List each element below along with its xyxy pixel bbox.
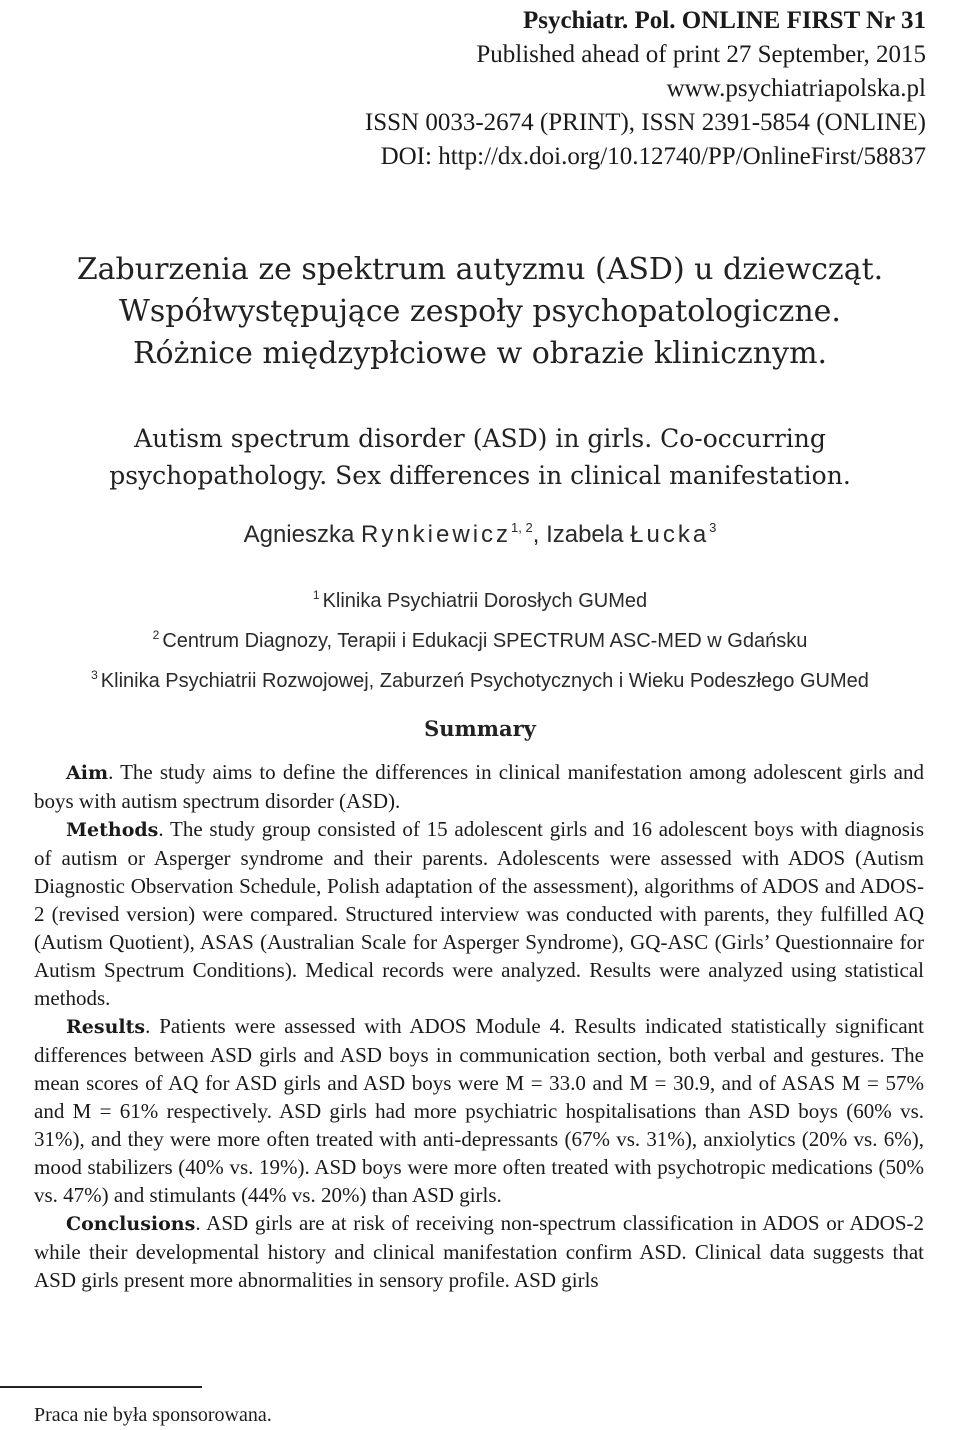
- abstract-conclusions: [34, 1209, 924, 1294]
- affiliation-text: Klinika Psychiatrii Dorosłych GUMed: [322, 590, 648, 612]
- title-english-line: psychopathology. Sex differences in clinical manifestation.: [109, 461, 851, 490]
- title-polish: [0, 249, 960, 375]
- journal-url: www.psychiatriapolska.pl: [666, 75, 926, 102]
- affiliation: [0, 658, 960, 698]
- author-family-name: Rynkiewicz: [361, 521, 512, 548]
- doi: DOI: http://dx.doi.org/10.12740/PP/OnlineFirst/58837: [380, 143, 926, 170]
- author-affiliation-marker: 3: [709, 520, 717, 535]
- affiliation: [0, 578, 960, 618]
- abstract-section-text: . ASD girls are at risk of receiving non-spectrum classification in ADOS or ADOS-2 while their developmental history and clinical manifestation confirm ASD. Clinical data suggests that ASD girls present more abnormalities in sensory profile. ASD girls: [34, 1211, 924, 1292]
- affiliation-text: Klinika Psychiatrii Rozwojowej, Zaburzeń Psychotycznych i Wieku Podeszłego GUMed: [100, 670, 869, 692]
- abstract-section-label: Conclusions: [66, 1213, 196, 1235]
- journal-masthead: [365, 4, 926, 174]
- abstract: [34, 758, 924, 1294]
- author-family-name: Łucka: [630, 521, 710, 548]
- abstract-section-label: Aim: [66, 762, 109, 784]
- abstract-section-label: Methods: [66, 819, 159, 841]
- affiliation-list: [0, 578, 960, 698]
- author-given-name: Izabela: [546, 521, 624, 548]
- summary-heading: Summary: [424, 716, 536, 741]
- author-list: [0, 510, 960, 553]
- title-english-line: Autism spectrum disorder (ASD) in girls. Co-occurring: [134, 424, 826, 453]
- affiliation-number: 2: [152, 628, 160, 642]
- footnote: Praca nie była sponsorowana.: [34, 1404, 272, 1426]
- journal-name: Psychiatr. Pol. ONLINE FIRST Nr 31: [522, 7, 926, 34]
- abstract-methods: [34, 815, 924, 1012]
- title-polish-line: Różnice międzypłciowe w obrazie klinicznym.: [132, 336, 828, 371]
- abstract-results: [34, 1012, 924, 1209]
- title-polish-line: Współwystępujące zespoły psychopatologiczne.: [119, 294, 841, 329]
- author-given-name: Agnieszka: [243, 521, 355, 548]
- abstract-section-label: Results: [66, 1016, 146, 1038]
- affiliation-number: 3: [91, 668, 98, 682]
- affiliation-text: Centrum Diagnozy, Terapii i Edukacji SPECTRUM ASC-MED w Gdańsku: [162, 630, 808, 652]
- abstract-section-text: . The study aims to define the differences in clinical manifestation among adolescent girls and boys with autism spectrum disorder (ASD).: [34, 760, 924, 813]
- footnote-divider: [0, 1386, 202, 1388]
- title-english: [0, 420, 960, 494]
- title-polish-line: Zaburzenia ze spektrum autyzmu (ASD) u dziewcząt.: [76, 252, 884, 287]
- affiliation: [0, 618, 960, 658]
- author-separator: ,: [532, 521, 547, 548]
- abstract-section-text: . The study group consisted of 15 adolescent girls and 16 adolescent boys with diagnosis of autism or Asperger syndrome and their parents. Adolescents were assessed with ADOS (Autism Diagnostic Observation Schedule, Polish adaptation of the assessment), algorithms of ADOS and ADOS-2 (revised version) were compared. Structured interview was conducted with parents, they fulfilled AQ (Autism Quotient), ASAS (Australian Scale for Asperger Syndrome), GQ-ASC (Girls’ Questionnaire for Autism Spectrum Conditions). Medical records were analyzed. Results were analyzed using statistical methods.: [34, 817, 924, 1010]
- author-affiliation-marker: 1, 2: [511, 520, 533, 535]
- publication-date: Published ahead of print 27 September, 2015: [476, 41, 926, 68]
- abstract-aim: [34, 758, 924, 815]
- issn: ISSN 0033-2674 (PRINT), ISSN 2391-5854 (ONLINE): [364, 109, 926, 136]
- affiliation-number: 1: [312, 588, 320, 602]
- abstract-section-text: . Patients were assessed with ADOS Module 4. Results indicated statistically significant differences between ASD girls and ASD boys in communication section, both verbal and gestures. The mean scores of AQ for ASD girls and ASD boys were M = 33.0 and M = 30.9, and of ASAS M = 57% and M = 61% respectively. ASD girls had more psychiatric hospitalisations than ASD boys (60% vs. 31%), and they were more often treated with anti-depressants (67% vs. 31%), anxiolytics (20% vs. 6%), mood stabilizers (40% vs. 19%). ASD boys were more often treated with psychotropic medications (50% vs. 47%) and stimulants (44% vs. 20%) than ASD girls.: [34, 1014, 924, 1207]
